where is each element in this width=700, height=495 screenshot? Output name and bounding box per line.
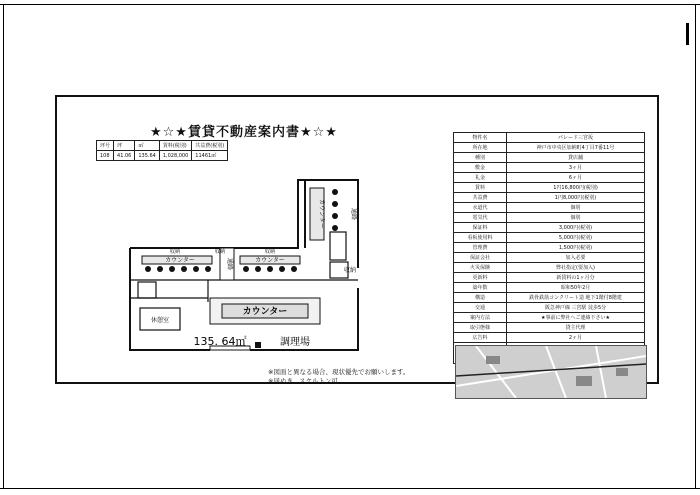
- info-value: 1円8,000円(税別): [507, 193, 645, 203]
- aisle-label-vertical: 通路: [350, 207, 357, 221]
- info-key: 敷金: [454, 163, 507, 173]
- info-row: [454, 213, 645, 223]
- info-key: 広告料: [454, 333, 507, 343]
- info-key: 取引態様: [454, 323, 507, 333]
- counter-label-right: カウンター: [255, 257, 285, 264]
- info-row: [454, 223, 645, 233]
- info-key: 水道代: [454, 203, 507, 213]
- storage-label-left: 収納: [169, 249, 181, 255]
- info-value: パレード三宮坂: [507, 133, 645, 143]
- info-row: [454, 133, 645, 143]
- summary-value-row: [97, 151, 228, 161]
- info-key: 礼金: [454, 173, 507, 183]
- info-value: 個別: [507, 203, 645, 213]
- info-value: 3,000円(税別): [507, 223, 645, 233]
- info-row: [454, 203, 645, 213]
- page-border-right: [695, 4, 696, 489]
- info-value: 6ヶ月: [507, 173, 645, 183]
- info-value: 鉄骨鉄筋コンクリート造 地下1階付8階建: [507, 293, 645, 303]
- aisle-label: 通路: [226, 257, 233, 271]
- info-key: 火災保険: [454, 263, 507, 273]
- flyer-title: ★☆★賃貸不動産案内書★☆★: [150, 125, 338, 140]
- area-label: 135. 64㎡: [193, 335, 247, 348]
- info-value: 1,500円(税別): [507, 243, 645, 253]
- info-row: [454, 243, 645, 253]
- info-key: 保証料: [454, 223, 507, 233]
- info-row: [454, 153, 645, 163]
- info-value: 2ヶ月: [507, 333, 645, 343]
- info-row: [454, 173, 645, 183]
- info-key: 案内方法: [454, 313, 507, 323]
- summary-header-cell: 賃料(税別): [159, 141, 191, 151]
- info-row: [454, 143, 645, 153]
- info-key: 種別: [454, 153, 507, 163]
- info-row: [454, 263, 645, 273]
- storage-label-side: 収納: [343, 267, 357, 274]
- info-row: [454, 183, 645, 193]
- tatami-label: 休憩室: [150, 317, 170, 324]
- summary-value-cell: 11461㎡: [192, 151, 228, 161]
- info-key: 交通: [454, 303, 507, 313]
- summary-value-cell: 108: [97, 151, 114, 161]
- notes: [268, 368, 409, 386]
- info-key: 管理費: [454, 243, 507, 253]
- storage-label-right: 収納: [264, 249, 276, 255]
- counter-label-vertical: カウンター: [318, 199, 325, 229]
- info-value: 加入必要: [507, 253, 645, 263]
- kitchen-label: 調理場: [280, 337, 310, 348]
- info-value: 阪急神戸線 三宮駅 徒歩5分: [507, 303, 645, 313]
- summary-header-row: [97, 141, 228, 151]
- info-key: 物件名: [454, 133, 507, 143]
- info-key: 共益費: [454, 193, 507, 203]
- info-key: 賃料: [454, 183, 507, 193]
- summary-header-cell: 共益費(税別): [192, 141, 228, 151]
- info-key: 看板使用料: [454, 233, 507, 243]
- info-row: [454, 273, 645, 283]
- note-line: ※図面と異なる場合、現状優先でお願いします。: [268, 368, 410, 376]
- summary-header-cell: 坪: [114, 141, 135, 151]
- info-key: 更新料: [454, 273, 507, 283]
- counter-label-main: カウンター: [242, 307, 288, 317]
- info-value: 神戸市中央区加納町4丁目7番11号: [507, 143, 645, 153]
- info-value: 弊社指定(要加入): [507, 263, 645, 273]
- summary-value-cell: 41.06: [114, 151, 135, 161]
- summary-value-cell: 1,028,000: [159, 151, 191, 161]
- info-value: 貸主代理: [507, 323, 645, 333]
- info-key: 築年数: [454, 283, 507, 293]
- floor-plan: [120, 170, 370, 360]
- info-row: [454, 193, 645, 203]
- summary-value-cell: 135.64: [135, 151, 160, 161]
- storage-label-mid: 収納: [214, 249, 226, 255]
- info-row: [454, 233, 645, 243]
- info-value: 個別: [507, 213, 645, 223]
- info-value: ★事前に弊社へご連絡下さい★: [507, 313, 645, 323]
- info-key: 保証会社: [454, 253, 507, 263]
- info-row: [454, 323, 645, 333]
- map-image: [456, 346, 646, 398]
- page-border-bottom: [0, 488, 700, 489]
- info-value: 3ヶ月: [507, 163, 645, 173]
- page-border-top: [0, 4, 700, 5]
- info-row: [454, 303, 645, 313]
- info-key: 構造: [454, 293, 507, 303]
- info-row: [454, 253, 645, 263]
- note-line: ※居ぬき、スケルトン可。: [268, 377, 345, 385]
- summary-header-cell: ㎡: [135, 141, 160, 151]
- location-map: [455, 345, 647, 399]
- info-value: 1円16,800円(税別): [507, 183, 645, 193]
- info-value: 貸店舗: [507, 153, 645, 163]
- summary-table: [96, 140, 228, 161]
- info-key: 所在地: [454, 143, 507, 153]
- property-info-table: [453, 132, 645, 364]
- info-row: [454, 283, 645, 293]
- info-value: 昭和50年2月: [507, 283, 645, 293]
- info-row: [454, 333, 645, 343]
- summary-header-cell: 坪号: [97, 141, 114, 151]
- info-row: [454, 313, 645, 323]
- info-row: [454, 163, 645, 173]
- page-corner-mark: [686, 23, 689, 45]
- info-key: 電気代: [454, 213, 507, 223]
- info-value: 5,000円(税別): [507, 233, 645, 243]
- info-row: [454, 293, 645, 303]
- counter-label-left: カウンター: [165, 257, 195, 264]
- page-border-left: [3, 4, 4, 489]
- info-value: 新賃料の1ヶ月分: [507, 273, 645, 283]
